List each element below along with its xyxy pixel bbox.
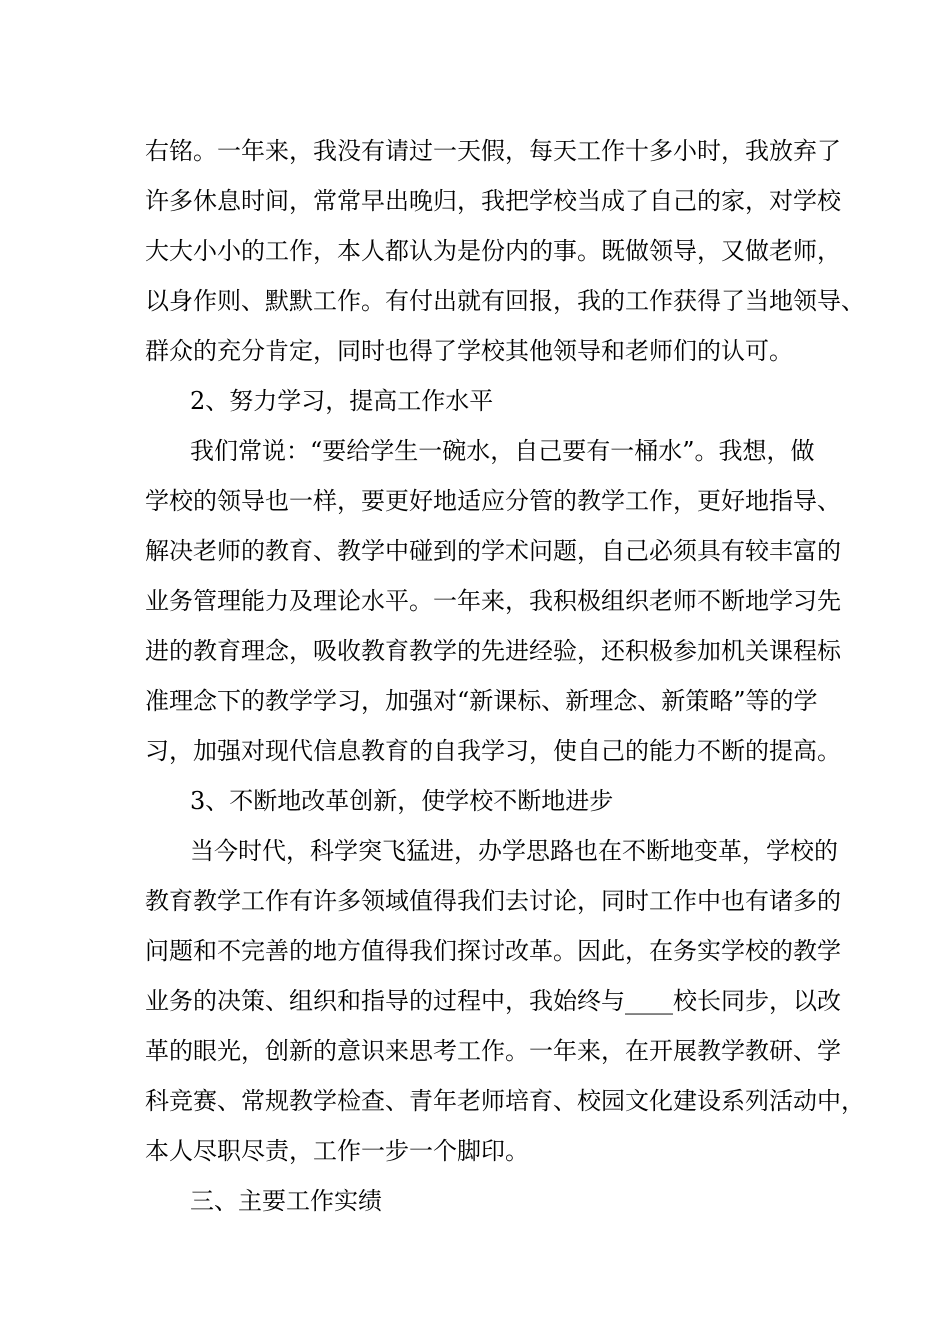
paragraph-2-line-5: 进的教育理念，吸收教育教学的先进经验，还积极参加机关课程标 (145, 637, 841, 665)
paragraph-3-line-2: 教育教学工作有许多领域值得我们去讨论，同时工作中也有诸多的 (145, 887, 841, 915)
paragraph-2-line-2: 学校的领导也一样，要更好地适应分管的教学工作，更好地指导、 (145, 487, 841, 515)
paragraph-1-line-4: 以身作则、默默工作。有付出就有回报，我的工作获得了当地领导、 (145, 287, 865, 315)
paragraph-3-line-6: 科竞赛、常规教学检查、青年老师培育、校园文化建设系列活动中， (145, 1087, 865, 1115)
paragraph-3-line-4: 业务的决策、组织和指导的过程中，我始终与____校长同步，以改 (145, 987, 841, 1015)
paragraph-2-line-1: 我们常说：“要给学生一碗水，自己要有一桶水”。我想，做 (190, 437, 815, 465)
section-heading-2: 2、努力学习，提高工作水平 (190, 387, 494, 415)
paragraph-3-line-1: 当今时代，科学突飞猛进，办学思路也在不断地变革，学校的 (190, 837, 838, 865)
paragraph-3-line-5: 革的眼光，创新的意识来思考工作。一年来，在开展教学教研、学 (145, 1037, 841, 1065)
paragraph-3-line-7: 本人尽职尽责，工作一步一个脚印。 (145, 1137, 529, 1165)
paragraph-1-line-3: 大大小小的工作，本人都认为是份内的事。既做领导，又做老师， (145, 237, 841, 265)
paragraph-3-line-3: 问题和不完善的地方值得我们探讨改革。因此，在务实学校的教学 (145, 937, 841, 965)
paragraph-2-line-4: 业务管理能力及理论水平。一年来，我积极组织老师不断地学习先 (145, 587, 841, 615)
paragraph-2-line-6: 准理念下的教学学习，加强对“新课标、新理念、新策略”等的学 (145, 687, 818, 715)
section-heading-3: 3、不断地改革创新，使学校不断地进步 (190, 787, 614, 815)
paragraph-2-line-7: 习，加强对现代信息教育的自我学习，使自己的能力不断的提高。 (145, 737, 841, 765)
paragraph-2-line-3: 解决老师的教育、教学中碰到的学术问题，自己必须具有较丰富的 (145, 537, 841, 565)
paragraph-1-line-5: 群众的充分肯定，同时也得了学校其他领导和老师们的认可。 (145, 337, 793, 365)
paragraph-1-line-2: 许多休息时间，常常早出晚归，我把学校当成了自己的家，对学校 (145, 187, 841, 215)
main-section-heading: 三、主要工作实绩 (190, 1187, 382, 1215)
paragraph-1-line-1: 右铭。一年来，我没有请过一天假，每天工作十多小时，我放弃了 (145, 137, 841, 165)
